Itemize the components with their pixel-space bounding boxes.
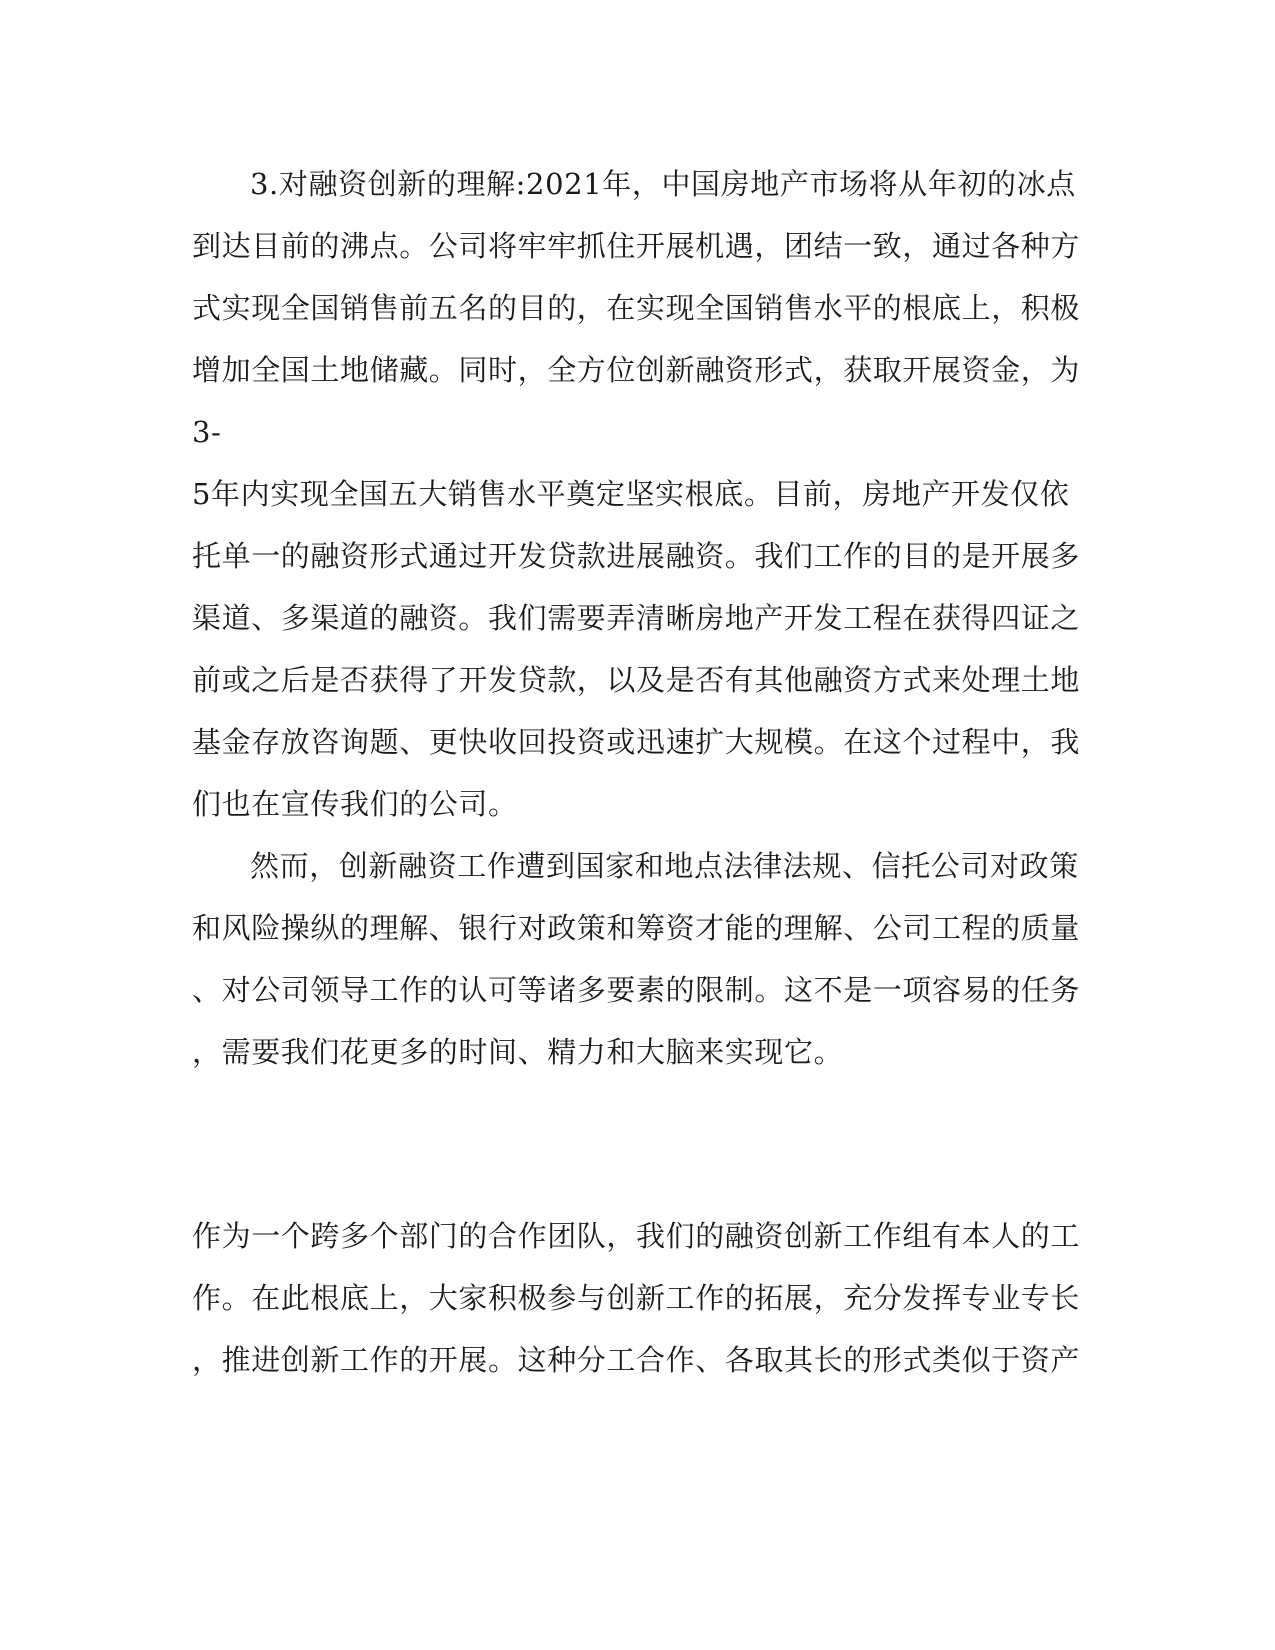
text-line-5: 3-	[192, 415, 222, 449]
text-line-14: 、对公司领导工作的认可等诸多要素的限制。这不是一项容易的任务	[192, 973, 1081, 1007]
text-line-15: ，需要我们花更多的时间、精力和大脑来实现它。	[192, 1035, 844, 1069]
text-line-17: 作。在此根底上，大家积极参与创新工作的拓展，充分发挥专业专长	[192, 1281, 1081, 1315]
text-line-10: 基金存放咨询题、更快收回投资或迅速扩大规模。在这个过程中，我	[192, 725, 1081, 759]
text-line-3: 式实现全国销售前五名的目的，在实现全国销售水平的根底上，积极	[192, 291, 1081, 325]
text-line-8: 渠道、多渠道的融资。我们需要弄清晰房地产开发工程在获得四证之	[192, 601, 1081, 635]
text-line-12: 然而，创新融资工作遭到国家和地点法律法规、信托公司对政策	[250, 849, 1079, 883]
text-line-18: ，推进创新工作的开展。这种分工合作、各取其长的形式类似于资产	[192, 1343, 1081, 1377]
text-line-9: 前或之后是否获得了开发贷款，以及是否有其他融资方式来处理土地	[192, 663, 1081, 697]
text-line-16: 作为一个跨多个部门的合作团队，我们的融资创新工作组有本人的工	[192, 1219, 1081, 1253]
text-line-11: 们也在宣传我们的公司。	[192, 787, 518, 821]
text-line-7: 托单一的融资形式通过开发贷款进展融资。我们工作的目的是开展多	[192, 539, 1081, 573]
text-line-1: 3.对融资创新的理解:2021年，中国房地产市场将从年初的冰点	[250, 167, 1076, 201]
text-line-6: 5年内实现全国五大销售水平奠定坚实根底。目前，房地产开发仅依	[192, 477, 1070, 511]
text-line-4: 增加全国土地储藏。同时，全方位创新融资形式，获取开展资金，为	[192, 353, 1081, 387]
text-line-13: 和风险操纵的理解、银行对政策和筹资才能的理解、公司工程的质量	[192, 911, 1081, 945]
text-line-2: 到达目前的沸点。公司将牢牢抓住开展机遇，团结一致，通过各种方	[192, 229, 1081, 263]
